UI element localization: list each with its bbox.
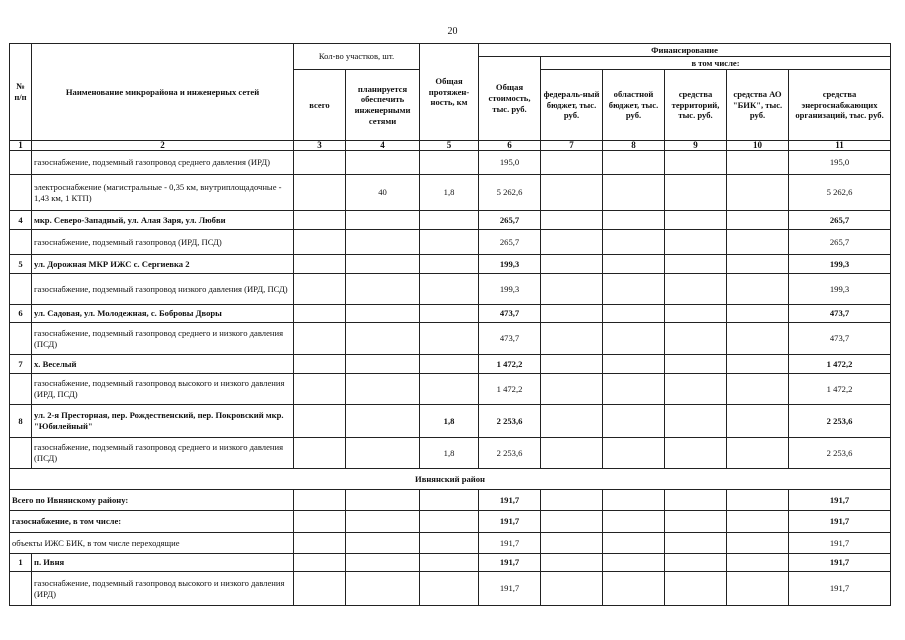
row-territory <box>665 405 727 438</box>
row-total-cost: 199,3 <box>479 274 541 305</box>
row-regional <box>603 554 665 572</box>
row-total-plots <box>294 438 346 469</box>
row-regional <box>603 230 665 255</box>
column-number: 10 <box>727 141 789 151</box>
row-federal <box>541 533 603 554</box>
row-number: 1 <box>10 554 32 572</box>
row-federal <box>541 211 603 230</box>
row-energy: 191,7 <box>789 533 891 554</box>
row-name: электроснабжение (магистральные - 0,35 км, внутриплощадочные - 1,43 км, 1 КТП) <box>32 175 294 211</box>
row-total-plots <box>294 374 346 405</box>
row-federal <box>541 374 603 405</box>
row-federal <box>541 255 603 274</box>
row-planned-plots <box>346 305 420 323</box>
row-total-cost: 2 253,6 <box>479 438 541 469</box>
row-number <box>10 323 32 355</box>
row-planned-plots <box>346 211 420 230</box>
summary-label: Всего по Ивнянскому району: <box>10 490 294 511</box>
row-name: ул. Садовая, ул. Молодежная, с. Бобровы Дворы <box>32 305 294 323</box>
summary-label: газоснабжение, в том числе: <box>10 511 294 533</box>
row-name: мкр. Северо-Западный, ул. Алая Заря, ул. Любви <box>32 211 294 230</box>
row-energy: 1 472,2 <box>789 374 891 405</box>
row-total-plots <box>294 175 346 211</box>
row-territory <box>665 175 727 211</box>
row-name: газоснабжение, подземный газопровод высокого и низкого давления (ИРД, ПСД) <box>32 374 294 405</box>
row-federal <box>541 274 603 305</box>
row-territory <box>665 490 727 511</box>
header-including: в том числе: <box>541 57 891 70</box>
row-length <box>420 533 479 554</box>
row-bik <box>727 511 789 533</box>
row-territory <box>665 151 727 175</box>
row-regional <box>603 374 665 405</box>
header-bik: средства АО "БИК", тыс. руб. <box>727 70 789 141</box>
row-name: газоснабжение, подземный газопровод среднего давления (ИРД) <box>32 151 294 175</box>
row-federal <box>541 511 603 533</box>
row-planned-plots <box>346 230 420 255</box>
row-regional <box>603 211 665 230</box>
row-planned-plots <box>346 255 420 274</box>
row-regional <box>603 274 665 305</box>
summary-row <box>10 490 891 511</box>
row-length: 1,8 <box>420 175 479 211</box>
column-number: 3 <box>294 141 346 151</box>
row-bik <box>727 211 789 230</box>
row-name: газоснабжение, подземный газопровод (ИРД, ПСД) <box>32 230 294 255</box>
row-federal <box>541 554 603 572</box>
row-length <box>420 211 479 230</box>
page-number: 20 <box>447 26 458 37</box>
row-bik <box>727 274 789 305</box>
row-energy: 199,3 <box>789 255 891 274</box>
row-total-cost: 265,7 <box>479 211 541 230</box>
row-bik <box>727 323 789 355</box>
row-number: 7 <box>10 355 32 374</box>
row-territory <box>665 274 727 305</box>
row-territory <box>665 374 727 405</box>
row-total-plots <box>294 274 346 305</box>
row-bik <box>727 533 789 554</box>
row-federal <box>541 323 603 355</box>
row-territory <box>665 511 727 533</box>
row-federal <box>541 175 603 211</box>
row-bik <box>727 405 789 438</box>
table-row <box>10 572 891 606</box>
row-territory <box>665 211 727 230</box>
table-row <box>10 355 891 374</box>
row-bik <box>727 305 789 323</box>
row-name: п. Ивня <box>32 554 294 572</box>
row-total-plots <box>294 554 346 572</box>
row-territory <box>665 323 727 355</box>
row-length <box>420 511 479 533</box>
row-planned-plots <box>346 323 420 355</box>
row-length <box>420 554 479 572</box>
table-row <box>10 323 891 355</box>
section-title: Ивнянский район <box>10 469 891 490</box>
row-number <box>10 230 32 255</box>
table-row <box>10 151 891 175</box>
row-planned-plots <box>346 274 420 305</box>
row-name: газоснабжение, подземный газопровод низкого давления (ИРД, ПСД) <box>32 274 294 305</box>
table-row <box>10 405 891 438</box>
row-regional <box>603 305 665 323</box>
summary-row <box>10 511 891 533</box>
column-number: 9 <box>665 141 727 151</box>
row-regional <box>603 533 665 554</box>
row-energy: 265,7 <box>789 211 891 230</box>
row-name: газоснабжение, подземный газопровод высокого и низкого давления (ИРД) <box>32 572 294 606</box>
header-federal: федераль-ный бюджет, тыс. руб. <box>541 70 603 141</box>
row-total-plots <box>294 230 346 255</box>
row-planned-plots <box>346 151 420 175</box>
row-energy: 5 262,6 <box>789 175 891 211</box>
row-planned-plots <box>346 355 420 374</box>
table-row <box>10 374 891 405</box>
row-total-cost: 5 262,6 <box>479 175 541 211</box>
row-total-plots <box>294 305 346 323</box>
row-length <box>420 374 479 405</box>
row-length <box>420 151 479 175</box>
table-row <box>10 211 891 230</box>
row-number: 8 <box>10 405 32 438</box>
row-territory <box>665 572 727 606</box>
row-number <box>10 572 32 606</box>
row-total-cost: 191,7 <box>479 490 541 511</box>
row-name: ул. Дорожная МКР ИЖС с. Сергиевка 2 <box>32 255 294 274</box>
row-total-cost: 195,0 <box>479 151 541 175</box>
row-energy: 195,0 <box>789 151 891 175</box>
column-number-row <box>10 141 891 151</box>
row-name: ул. 2-я Престорная, пер. Рождественский, пер. Покровский мкр. "Юбилейный" <box>32 405 294 438</box>
row-bik <box>727 374 789 405</box>
header-planned-plots: планируется обеспечить инженерными сетями <box>346 70 420 141</box>
row-federal <box>541 355 603 374</box>
row-planned-plots <box>346 533 420 554</box>
row-regional <box>603 405 665 438</box>
table-row <box>10 230 891 255</box>
row-energy: 191,7 <box>789 490 891 511</box>
header-energy: средства энергоснабжающих организаций, тыс. руб. <box>789 70 891 141</box>
table-row <box>10 305 891 323</box>
row-length <box>420 572 479 606</box>
row-planned-plots <box>346 511 420 533</box>
column-number: 11 <box>789 141 891 151</box>
row-length: 1,8 <box>420 405 479 438</box>
row-regional <box>603 490 665 511</box>
row-total-plots <box>294 355 346 374</box>
row-length <box>420 274 479 305</box>
row-total-cost: 199,3 <box>479 255 541 274</box>
row-energy: 191,7 <box>789 554 891 572</box>
row-bik <box>727 355 789 374</box>
row-total-cost: 473,7 <box>479 323 541 355</box>
row-total-cost: 191,7 <box>479 554 541 572</box>
row-territory <box>665 355 727 374</box>
row-total-cost: 2 253,6 <box>479 405 541 438</box>
table-row <box>10 175 891 211</box>
row-regional <box>603 355 665 374</box>
row-total-cost: 191,7 <box>479 572 541 606</box>
row-total-cost: 473,7 <box>479 305 541 323</box>
row-number <box>10 438 32 469</box>
column-number: 1 <box>10 141 32 151</box>
row-total-cost: 191,7 <box>479 511 541 533</box>
row-energy: 191,7 <box>789 572 891 606</box>
row-total-plots <box>294 323 346 355</box>
row-total-cost: 191,7 <box>479 533 541 554</box>
row-federal <box>541 572 603 606</box>
header-plots: Кол-во участков, шт. <box>294 44 420 70</box>
row-planned-plots <box>346 438 420 469</box>
row-length <box>420 355 479 374</box>
row-bik <box>727 438 789 469</box>
row-energy: 473,7 <box>789 323 891 355</box>
row-energy: 473,7 <box>789 305 891 323</box>
row-planned-plots <box>346 374 420 405</box>
row-territory <box>665 533 727 554</box>
row-regional <box>603 572 665 606</box>
row-federal <box>541 405 603 438</box>
row-federal <box>541 305 603 323</box>
row-number <box>10 175 32 211</box>
row-energy: 1 472,2 <box>789 355 891 374</box>
row-number: 5 <box>10 255 32 274</box>
header-territory: средства территорий, тыс. руб. <box>665 70 727 141</box>
column-number: 5 <box>420 141 479 151</box>
row-territory <box>665 305 727 323</box>
row-bik <box>727 230 789 255</box>
row-regional <box>603 151 665 175</box>
row-length <box>420 490 479 511</box>
row-bik <box>727 554 789 572</box>
row-length <box>420 323 479 355</box>
table-row <box>10 554 891 572</box>
summary-row <box>10 533 891 554</box>
row-territory <box>665 554 727 572</box>
row-bik <box>727 255 789 274</box>
header-total-plots: всего <box>294 70 346 141</box>
row-planned-plots <box>346 572 420 606</box>
row-regional <box>603 438 665 469</box>
row-total-plots <box>294 533 346 554</box>
row-name: газоснабжение, подземный газопровод среднего и низкого давления (ПСД) <box>32 438 294 469</box>
row-total-plots <box>294 405 346 438</box>
row-territory <box>665 438 727 469</box>
row-regional <box>603 323 665 355</box>
row-total-plots <box>294 490 346 511</box>
row-planned-plots <box>346 490 420 511</box>
summary-label: объекты ИЖС БИК, в том числе переходящие <box>10 533 294 554</box>
row-bik <box>727 175 789 211</box>
header-name: Наименование микрорайона и инженерных сетей <box>32 44 294 141</box>
column-number: 2 <box>32 141 294 151</box>
header-length: Общая протяжен-ность, км <box>420 44 479 141</box>
section-row <box>10 469 891 490</box>
row-federal <box>541 151 603 175</box>
row-total-cost: 1 472,2 <box>479 355 541 374</box>
row-length: 1,8 <box>420 438 479 469</box>
row-bik <box>727 572 789 606</box>
header-financing: Финансирование <box>479 44 891 57</box>
column-number: 6 <box>479 141 541 151</box>
column-number: 8 <box>603 141 665 151</box>
row-total-plots <box>294 151 346 175</box>
row-total-plots <box>294 255 346 274</box>
row-total-plots <box>294 572 346 606</box>
row-bik <box>727 151 789 175</box>
column-number: 4 <box>346 141 420 151</box>
financing-table <box>9 43 891 606</box>
row-energy: 199,3 <box>789 274 891 305</box>
row-total-plots <box>294 511 346 533</box>
row-total-plots <box>294 211 346 230</box>
row-federal <box>541 230 603 255</box>
row-number <box>10 274 32 305</box>
row-regional <box>603 511 665 533</box>
row-number <box>10 374 32 405</box>
row-length <box>420 230 479 255</box>
table-row <box>10 438 891 469</box>
header-num: № п/п <box>10 44 32 141</box>
row-number <box>10 151 32 175</box>
row-federal <box>541 438 603 469</box>
row-number: 4 <box>10 211 32 230</box>
row-name: х. Веселый <box>32 355 294 374</box>
row-federal <box>541 490 603 511</box>
row-energy: 2 253,6 <box>789 438 891 469</box>
row-total-cost: 1 472,2 <box>479 374 541 405</box>
row-energy: 191,7 <box>789 511 891 533</box>
row-number: 6 <box>10 305 32 323</box>
row-bik <box>727 490 789 511</box>
row-regional <box>603 175 665 211</box>
header-regional: областной бюджет, тыс. руб. <box>603 70 665 141</box>
row-planned-plots <box>346 554 420 572</box>
column-number: 7 <box>541 141 603 151</box>
row-regional <box>603 255 665 274</box>
header-total-cost: Общая стоимость, тыс. руб. <box>479 57 541 141</box>
row-planned-plots: 40 <box>346 175 420 211</box>
row-total-cost: 265,7 <box>479 230 541 255</box>
row-planned-plots <box>346 405 420 438</box>
row-length <box>420 255 479 274</box>
table-row <box>10 255 891 274</box>
row-territory <box>665 255 727 274</box>
table-row <box>10 274 891 305</box>
row-length <box>420 305 479 323</box>
row-energy: 265,7 <box>789 230 891 255</box>
row-territory <box>665 230 727 255</box>
row-name: газоснабжение, подземный газопровод среднего и низкого давления (ПСД) <box>32 323 294 355</box>
row-energy: 2 253,6 <box>789 405 891 438</box>
